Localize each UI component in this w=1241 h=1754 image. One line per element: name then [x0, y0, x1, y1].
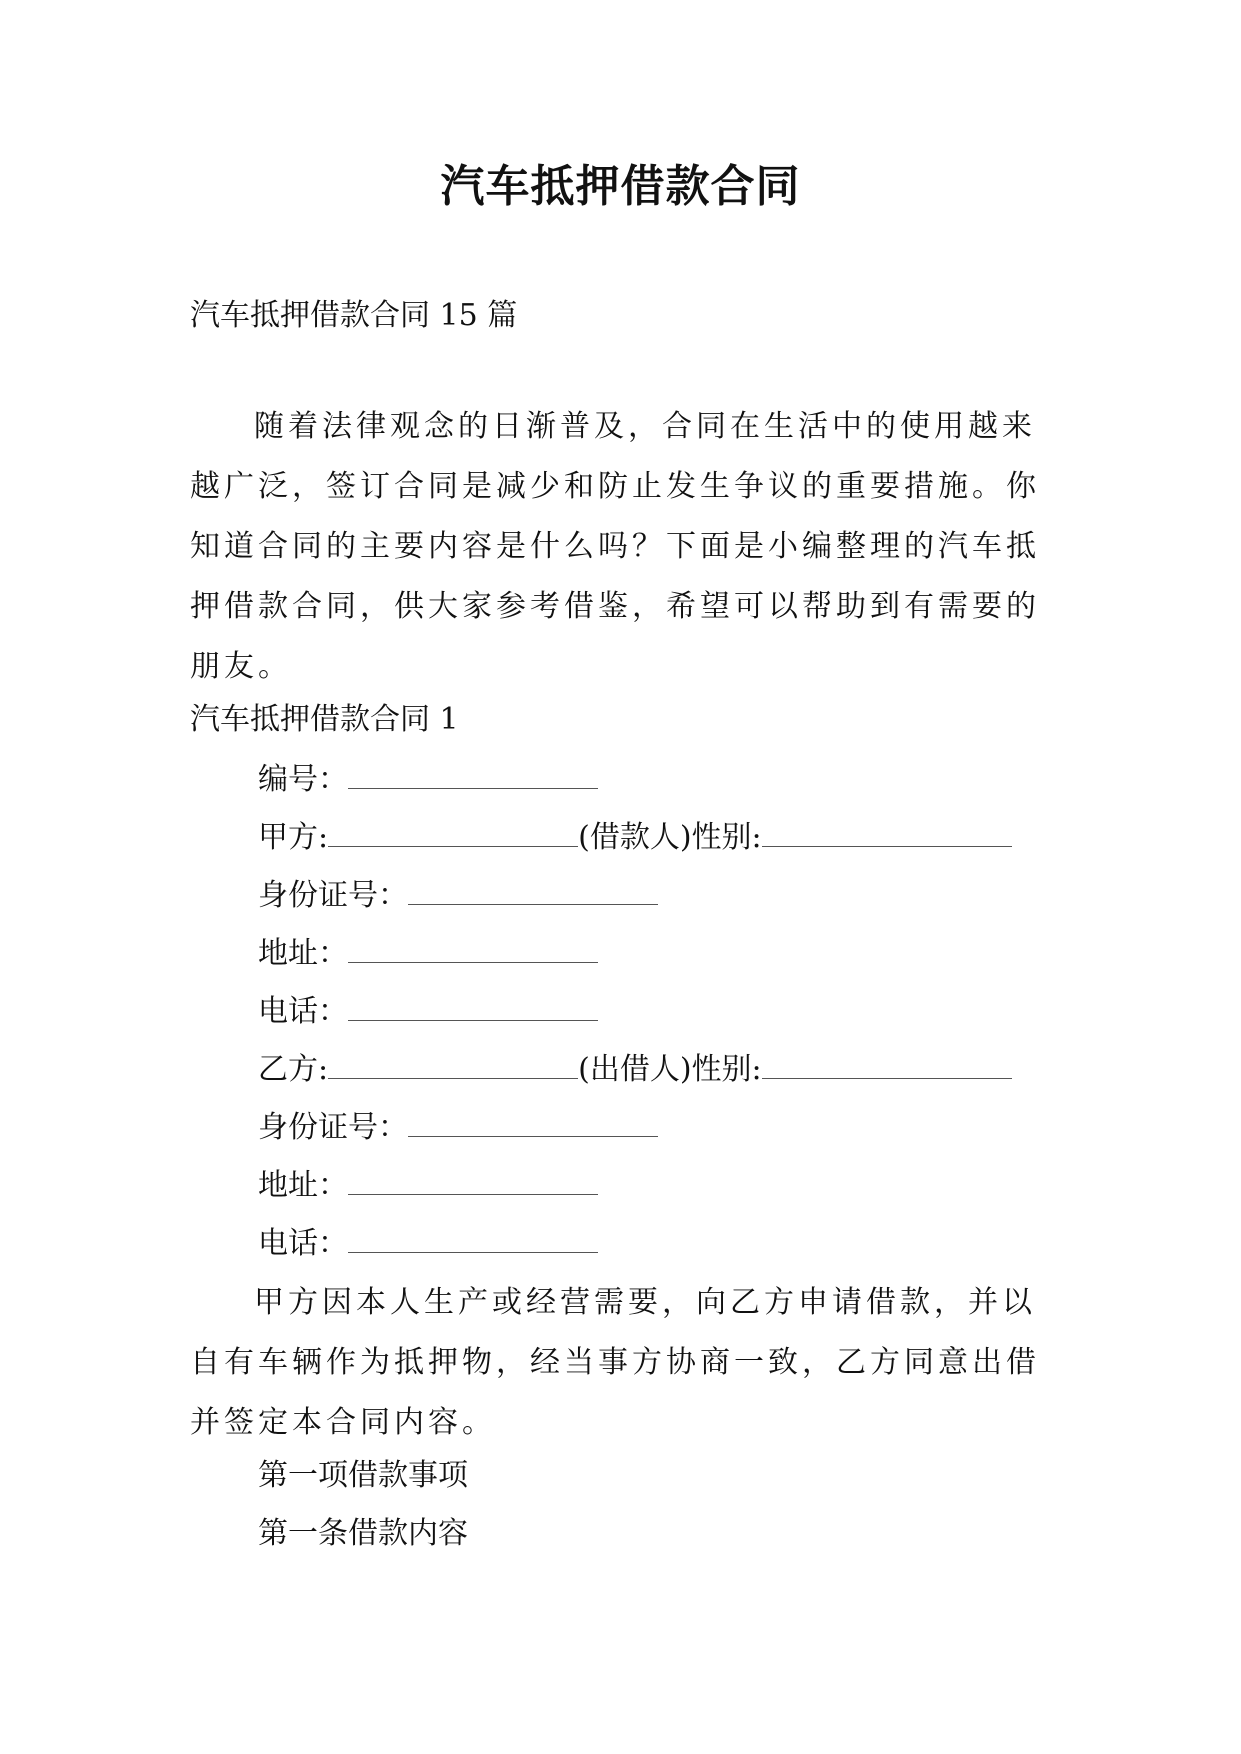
party-b-address-blank[interactable]	[348, 1166, 598, 1195]
party-a-phone-label: 电话：	[258, 994, 348, 1029]
party-b-address-field	[258, 1166, 598, 1206]
party-a-phone-blank[interactable]	[348, 992, 598, 1021]
party-b-id-blank[interactable]	[408, 1108, 658, 1137]
party-b-id-field	[258, 1108, 658, 1148]
item-heading: 第一项借款事项	[258, 1458, 468, 1493]
party-a-blank[interactable]	[328, 818, 578, 847]
party-a-id-label: 身份证号：	[258, 878, 408, 913]
number-blank[interactable]	[348, 760, 598, 789]
number-label: 编号：	[258, 762, 348, 797]
party-a-id-field	[258, 876, 658, 916]
party-a-phone-field	[258, 992, 598, 1032]
party-b-blank[interactable]	[328, 1050, 578, 1079]
clause-heading: 第一条借款内容	[258, 1516, 468, 1551]
party-b-phone-field	[258, 1224, 598, 1264]
document-subtitle: 汽车抵押借款合同 15 篇	[190, 298, 518, 333]
party-b-id-label: 身份证号：	[258, 1110, 408, 1145]
purpose-paragraph: 甲方因本人生产或经营需要，向乙方申请借款，并以自有车辆作为抵押物，经当事方协商一致，乙方同意出借并签定本合同内容。	[190, 1285, 1040, 1440]
party-a-address-blank[interactable]	[348, 934, 598, 963]
section-title: 汽车抵押借款合同 1	[190, 702, 459, 737]
document-title: 汽车抵押借款合同	[440, 161, 801, 212]
party-a-id-blank[interactable]	[408, 876, 658, 905]
party-b-address-label: 地址：	[258, 1168, 348, 1203]
party-b-role-label: (出借人)性别:	[578, 1052, 762, 1087]
party-b-phone-label: 电话：	[258, 1226, 348, 1261]
party-b-field	[258, 1050, 1012, 1090]
party-a-address-label: 地址：	[258, 936, 348, 971]
party-b-phone-blank[interactable]	[348, 1224, 598, 1253]
party-b-label: 乙方:	[258, 1052, 329, 1087]
party-a-address-field	[258, 934, 598, 974]
intro-paragraph: 随着法律观念的日渐普及，合同在生活中的使用越来越广泛，签订合同是减少和防止发生争议的重要措施。你知道合同的主要内容是什么吗？下面是小编整理的汽车抵押借款合同，供大家参考借鉴，希望可以帮助到有需要的朋友。	[190, 409, 1040, 684]
party-a-label: 甲方:	[258, 820, 329, 855]
number-field	[258, 760, 598, 800]
party-a-role-label: (借款人)性别:	[578, 820, 762, 855]
party-a-field	[258, 818, 1012, 858]
party-a-gender-blank[interactable]	[762, 818, 1012, 847]
party-b-gender-blank[interactable]	[762, 1050, 1012, 1079]
